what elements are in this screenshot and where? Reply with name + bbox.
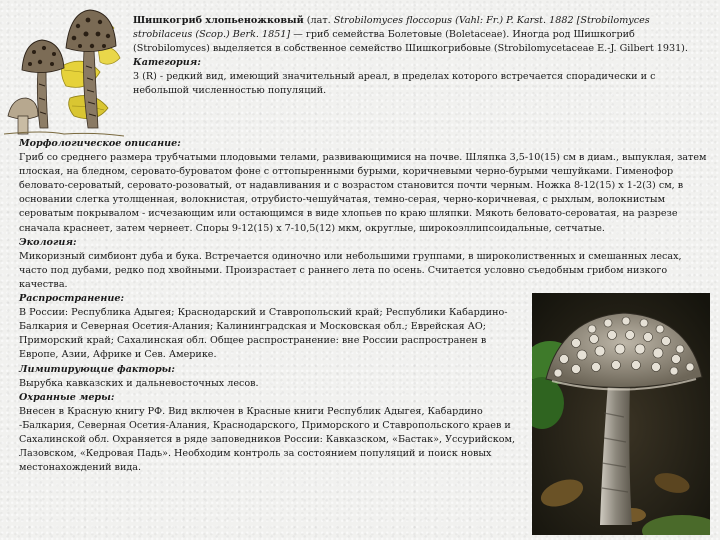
synonym: [Strobilomyces strobilaceus (Scop.) Berk. 1851] (133, 15, 650, 41)
morphology-text: Гриб со среднего размера трубчатыми плодовыми телами, развивающимися на почве. Шляпка 3,5-10(15) см в диам., выпуклая, затем плоская, на бледном, серовато-буроватом фоне с оттопыренными бурыми, коричневыми черно-бурыми чешуйками. Гименофор беловато-сероватый, серовато-розоватый, от надавливания и с возрастом становится почти черным. Ножка 8-12(15) х 1-2(3) см, в основании слегка утолщенная, волокнистая, отрубисто-чешуйчатая, темно-серая, черно-коричневая, с рыхлым, волокнистым сероватым покрывалом - исчезающим или остающимся в виде хлопьев по краю шляпки. Мякоть беловато-сероватая, на разрезе сначала краснеет, затем чернеет. Споры 9-12(15) х 7-10,5(12) мкм, округлые, широкоэллипсоидальные, сетчатые. (19, 152, 707, 234)
latin-name: Strobilomyces floccopus (Vahl: Fr.) P. Karst. 1882 (333, 15, 574, 26)
latin-prefix: (лат. (303, 15, 334, 26)
category-text: 3 (R) - редкий вид, имеющий значительный ареал, в пределах которого встречается спорадически и с небольшой численностью популяций. (133, 71, 656, 97)
morphology-heading: Морфологическое описание: (19, 138, 181, 149)
ecology-text: Микоризный симбионт дуба и бука. Встречается одиночно или небольшими группами, в широколиственных и смешанных лесах, часто под дубами, редко под хвойными. Произрастает с раннего лета по осень. Считается условно съедобным грибом низкого качества. (19, 250, 682, 290)
ecology-heading: Экология: (19, 236, 77, 248)
species-intro (133, 14, 708, 56)
protection-heading: Охранные меры: (19, 391, 115, 403)
mushroom-illustration (4, 6, 124, 138)
protection-text: Внесен в Красную книгу РФ. Вид включен в Красные книги Республик Адыгея, Кабардино -Балкария, Северная Осетия-Алания, Краснодарского, Приморского и Ставропольского краев и Сахалинской обл. Охраняется в ряде заповедников России: Кавказском, «Бастак», Уссурийском, Лазовском, «Кедровая Падь». Необходим контроль за состоянием популяций и поиск новых местонахождений вида. (19, 405, 516, 474)
species-description: — гриб семейства Болетовые (Boletaceae). Иногда род Шишкогриб (Strobilomyces) выделяется в собственное семейство Шишкогрибовые (Strobilomycetaceae E.-J. Gilbert 1931). (133, 29, 688, 55)
limiting-factors-heading: Лимитирующие факторы: (19, 363, 175, 375)
distribution-text: В России: Республика Адыгея; Краснодарский и Ставропольский край; Республики Кабардино-Балкария и Северная Осетия-Алания; Калининградская и Московская обл.; Еврейская АО; Приморский край; Сахалинская обл. Общее распространение: вне России распространен в Европе, Азии, Африке и Сев. Америке. (19, 307, 508, 361)
distribution-heading: Распространение: (19, 293, 124, 305)
header-block (133, 14, 708, 99)
species-title: Шишкогриб хлопьеножковый (133, 15, 304, 26)
category-heading: Категория: (133, 57, 201, 69)
mushroom-photo (532, 293, 710, 535)
limiting-factors-text: Вырубка кавказских и дальневосточных лесов. (19, 377, 259, 389)
